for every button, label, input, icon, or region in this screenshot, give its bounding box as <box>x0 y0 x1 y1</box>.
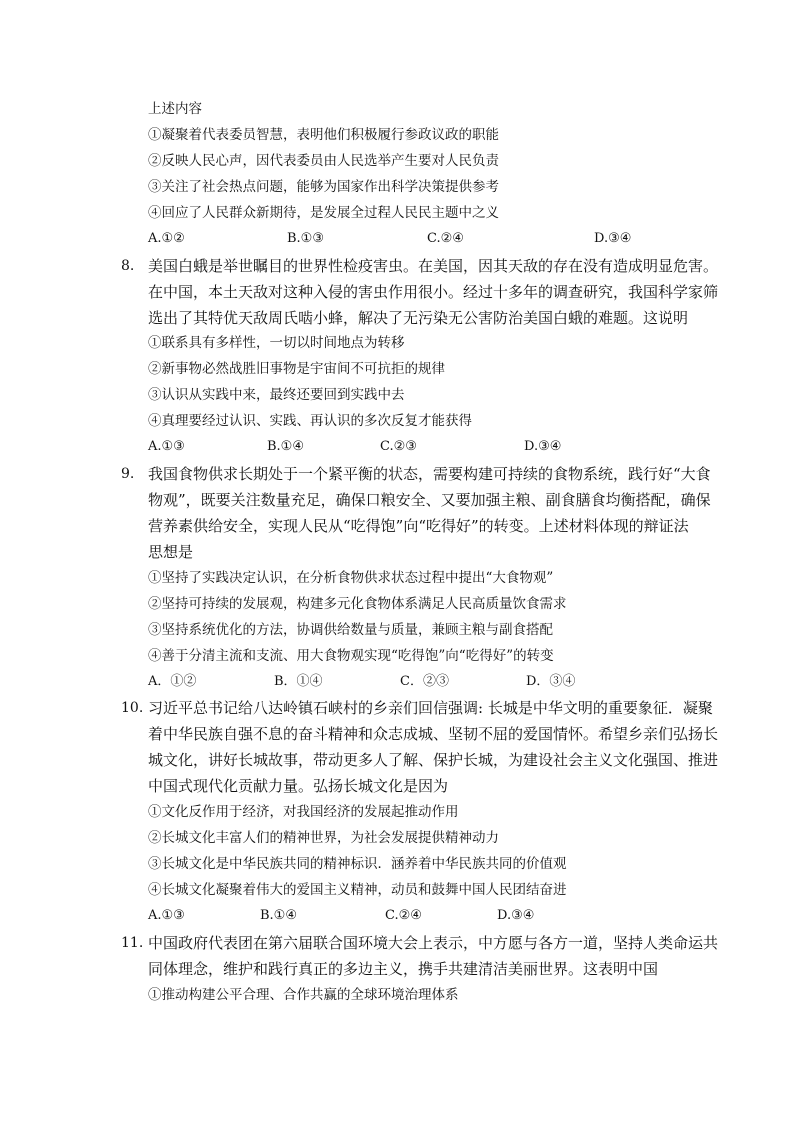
q7-item-4: ④回应了人民群众新期待，是发展全过程人民民主题中之义 <box>148 205 499 221</box>
q9-item-3: ③坚持系统优化的方法，协调供给数量与质量，兼顾主粮与副食搭配 <box>148 622 553 638</box>
q7-stem-tail: 上述内容 <box>148 101 202 117</box>
q8-option-c: C.②③ <box>380 439 417 454</box>
q9-item-1: ①坚持了实践决定认识，在分析食物供求状态过程中提出“大食物观” <box>148 570 554 586</box>
q9-option-c: C．②③ <box>400 674 449 689</box>
q9-option-a: A．①② <box>148 674 197 689</box>
q11-stem-line-2: 同体理念，维护和践行真正的多边主义，携手共建清洁美丽世界。这表明中国 <box>148 960 659 978</box>
q8-item-1: ①联系具有多样性，一切以时间地点为转移 <box>148 335 405 351</box>
q10-stem-line-3: 城文化，讲好长城故事，带动更多人了解、保护长城，为建设社会主义文化强国、推进 <box>148 751 719 769</box>
q8-option-a: A.①③ <box>148 439 185 454</box>
q10-item-4: ④长城文化凝聚着伟大的爱国主义精神，动员和鼓舞中国人民团结奋进 <box>148 882 567 898</box>
q10-stem-line-1: 习近平总书记给八达岭镇石峡村的乡亲们回信强调: 长城是中华文明的重要象征．凝聚 <box>148 699 713 717</box>
q8-item-4: ④真理要经过认识、实践、再认识的多次反复才能获得 <box>148 413 472 429</box>
q9-stem-line-1: 我国食物供求长期处于一个紧平衡的状态，需要构建可持续的食物系统，践行好“大食 <box>148 465 711 483</box>
q7-item-3: ③关注了社会热点问题，能够为国家作出科学决策提供参考 <box>148 179 499 195</box>
q9-option-b: B．①④ <box>274 674 323 689</box>
q9-number: 9. <box>121 466 135 482</box>
q9-option-d: D．③④ <box>526 674 576 689</box>
q11-stem-line-1: 中国政府代表团在第六届联合国环境大会上表示，中方愿与各方一道，坚持人类命运共 <box>148 934 719 952</box>
q10-stem-line-4: 中国式现代化贡献力量。弘扬长城文化是因为 <box>148 777 449 795</box>
q9-stem-line-4: 思想是 <box>148 543 194 561</box>
q8-item-3: ③认识从实践中来，最终还要回到实践中去 <box>148 387 405 403</box>
q10-option-a: A.①③ <box>148 908 185 923</box>
q10-stem-line-2: 着中华民族自强不息的奋斗精神和众志成城、坚韧不屈的爱国情怀。希望乡亲们弘扬长 <box>148 725 719 743</box>
q7-option-c: C.②④ <box>427 231 464 246</box>
q8-item-2: ②新事物必然战胜旧事物是宇宙间不可抗拒的规律 <box>148 361 445 377</box>
q7-option-d: D.③④ <box>594 231 632 246</box>
q10-option-b: B.①④ <box>260 908 297 923</box>
q10-option-d: D.③④ <box>497 908 535 923</box>
q8-stem-line-1: 美国白蛾是举世瞩目的世界性检疫害虫。在美国，因其天敌的存在没有造成明显危害。 <box>148 257 719 275</box>
q9-stem-line-3: 营养素供给安全，实现人民从“吃得饱”向“吃得好”的转变。上述材料体现的辩证法 <box>148 517 689 535</box>
q7-option-a: A.①② <box>148 231 185 246</box>
q10-item-1: ①文化反作用于经济，对我国经济的发展起推动作用 <box>148 804 459 820</box>
q9-item-2: ②坚持可持续的发展观，构建多元化食物体系满足人民高质量饮食需求 <box>148 596 567 612</box>
q10-item-2: ②长城文化丰富人们的精神世界，为社会发展提供精神动力 <box>148 830 499 846</box>
q11-number: 11. <box>121 935 144 951</box>
q7-item-1: ①凝聚着代表委员智慧，表明他们积极履行参政议政的职能 <box>148 127 499 143</box>
q9-item-4: ④善于分清主流和支流、用大食物观实现“吃得饱”向“吃得好”的转变 <box>148 648 554 664</box>
q9-stem-line-2: 物观”，既要关注数量充足，确保口粮安全、又要加强主粮、副食膳食均衡搭配，确保 <box>148 491 711 509</box>
q11-item-1: ①推动构建公平合理、合作共赢的全球环境治理体系 <box>148 987 459 1003</box>
q10-item-3: ③长城文化是中华民族共同的精神标识．涵养着中华民族共同的价值观 <box>148 856 567 872</box>
q8-option-d: D.③④ <box>524 439 562 454</box>
q7-item-2: ②反映人民心声，因代表委员由人民选举产生要对人民负责 <box>148 153 499 169</box>
q8-number: 8. <box>121 258 135 274</box>
q10-option-c: C.②④ <box>385 908 422 923</box>
q8-option-b: B.①④ <box>267 439 304 454</box>
q8-stem-line-2: 在中国，本土天敌对这种入侵的害虫作用很小。经过十多年的调查研究，我国科学家筛 <box>148 283 719 301</box>
q10-number: 10. <box>121 700 144 716</box>
q8-stem-line-3: 选出了其特优天敌周氏啮小蜂，解决了无污染无公害防治美国白蛾的难题。这说明 <box>148 309 689 327</box>
q7-option-b: B.①③ <box>287 231 324 246</box>
